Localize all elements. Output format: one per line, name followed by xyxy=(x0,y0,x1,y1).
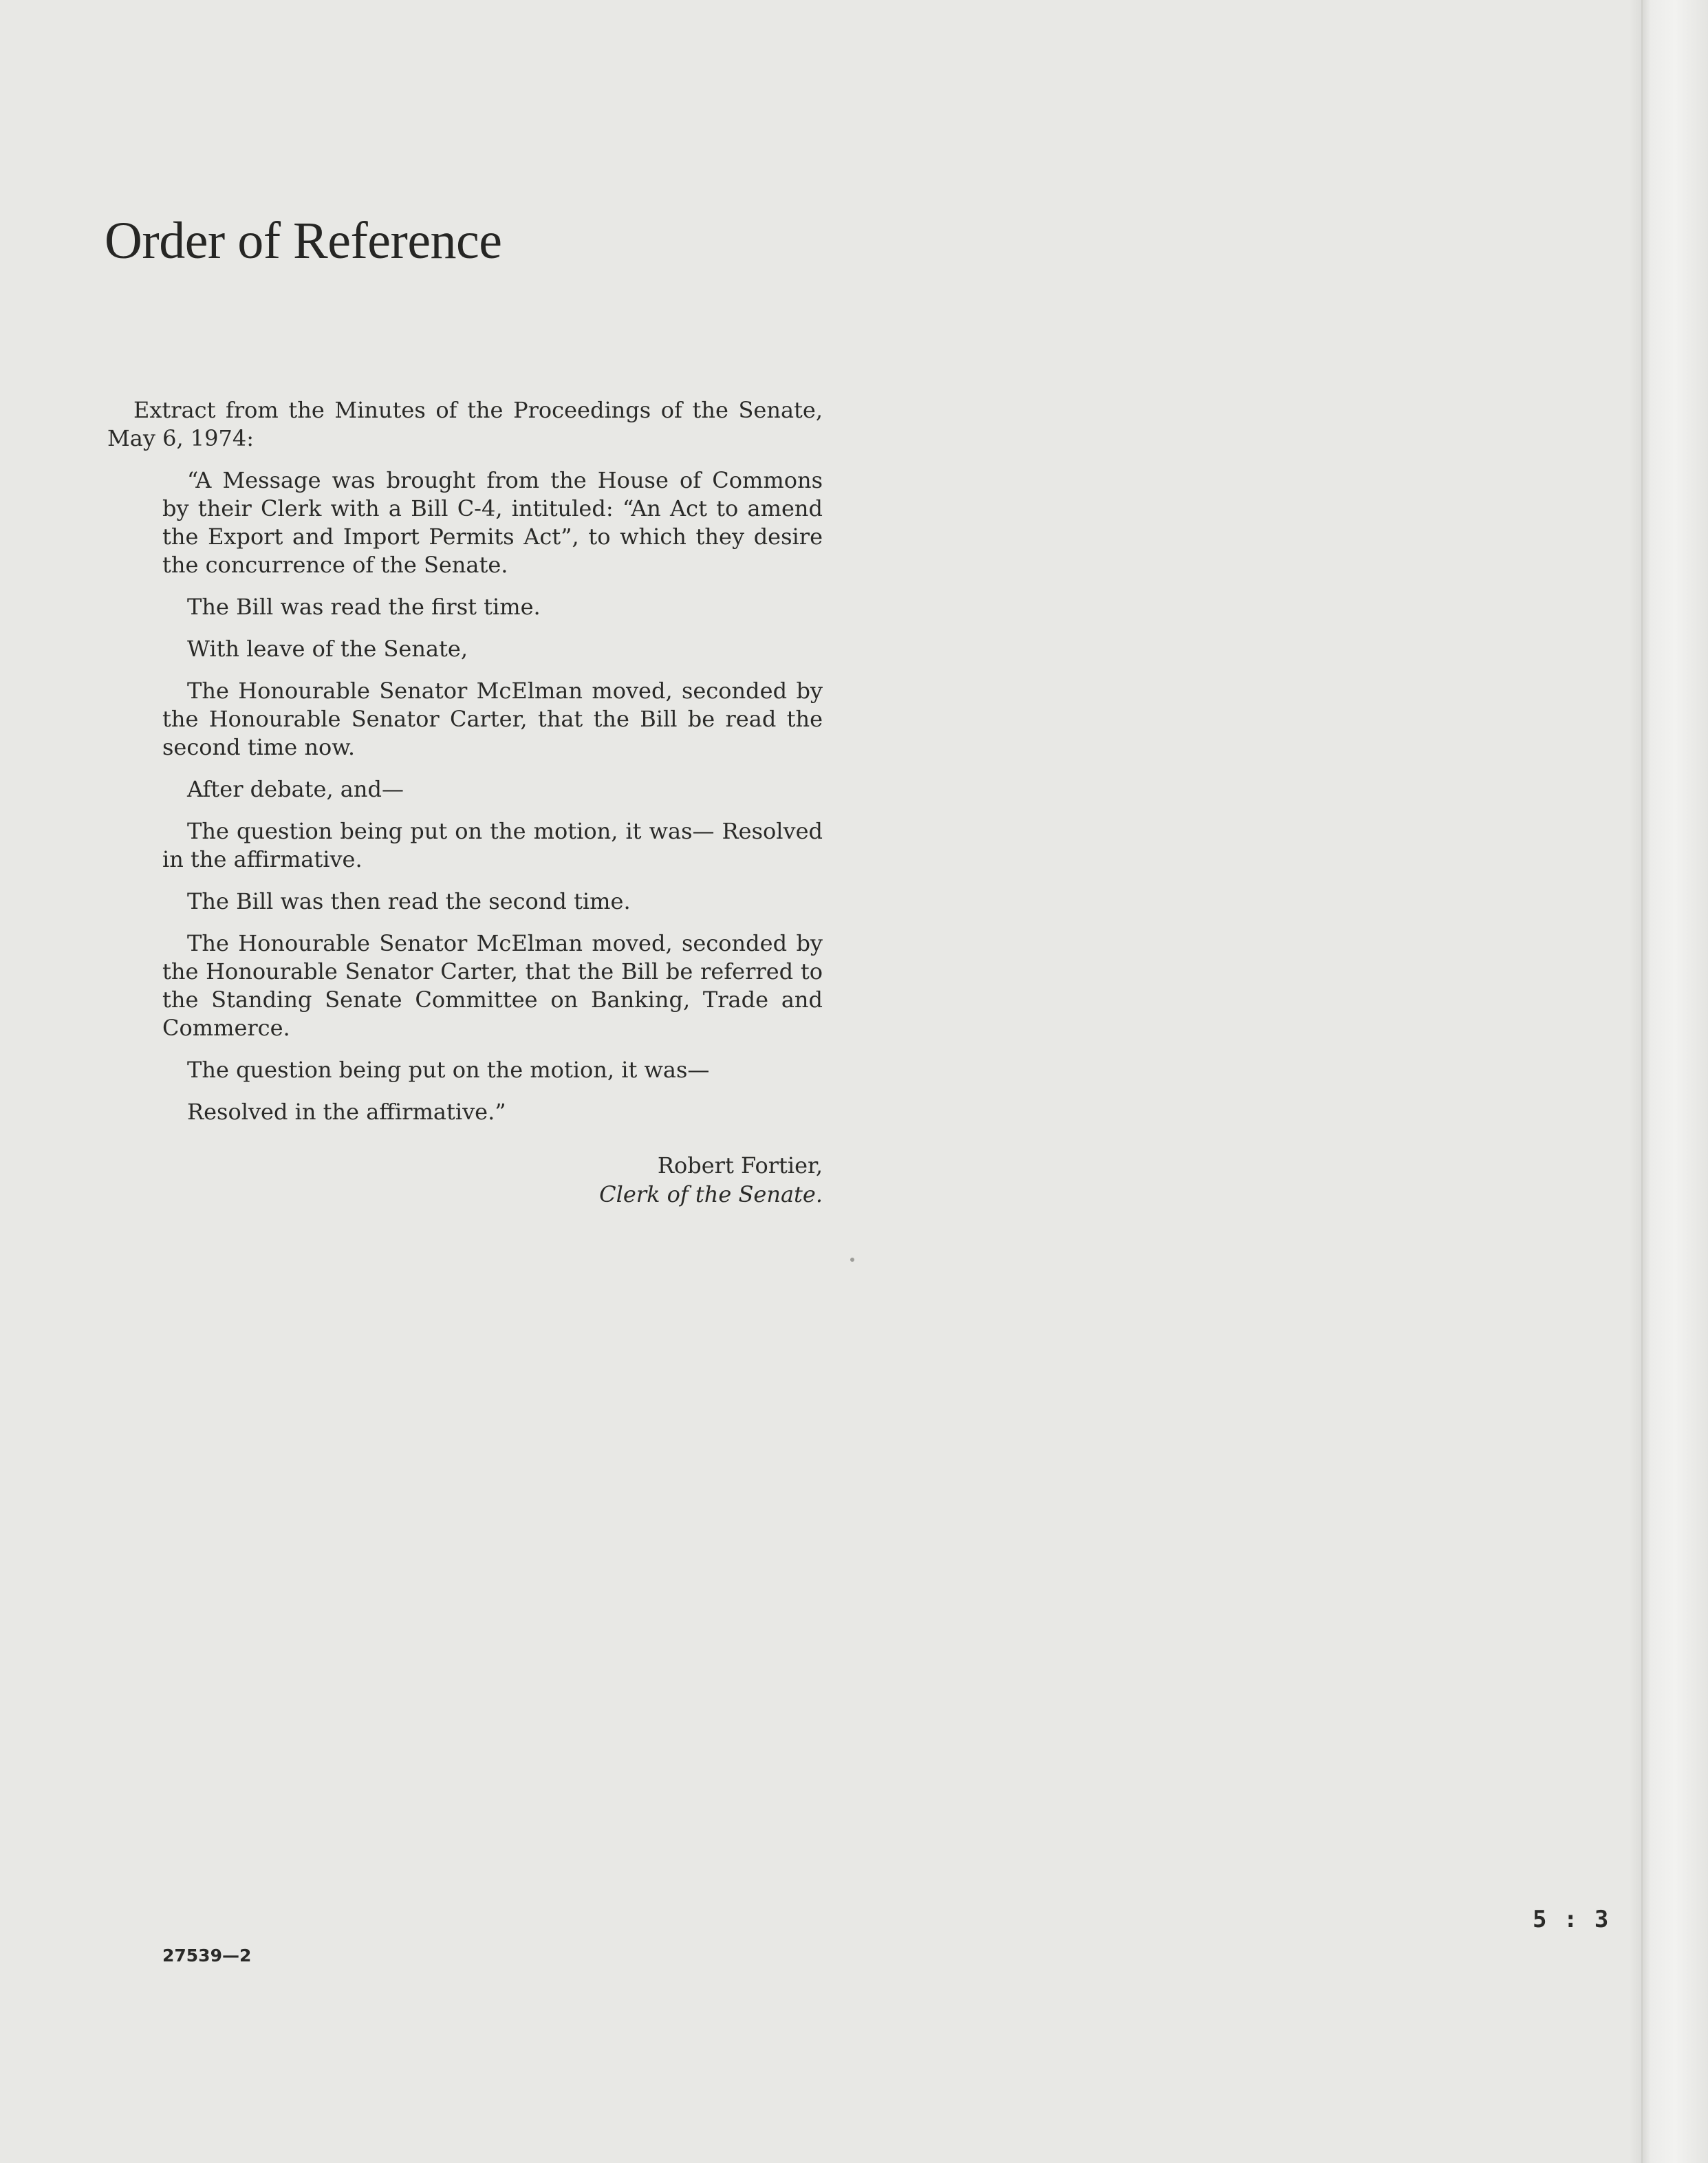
quote-paragraph: The Bill was read the first time. xyxy=(187,594,541,620)
quote-paragraph: The question being put on the motion, it was— xyxy=(187,1057,710,1083)
quote-paragraph: Resolved in the affirmative.” xyxy=(187,1099,506,1125)
signatory-title: Clerk of the Senate. xyxy=(599,1181,823,1207)
intro-paragraph: Extract from the Minutes of the Proceedings of the Senate, May 6, 1974: xyxy=(107,397,823,451)
page-title: Order of Reference xyxy=(105,212,502,270)
quote-paragraph: With leave of the Senate, xyxy=(187,636,468,662)
document-body xyxy=(107,396,823,1209)
quote-paragraph: “A Message was brought from the House of Commons by their Clerk with a Bill C-4, intituled: “An Act to amend the Export and Import Permits Act”, to which they desire the concurrence of the Senate. xyxy=(162,467,823,578)
quote-paragraph: After debate, and— xyxy=(187,776,404,802)
quote-paragraph: The Honourable Senator McElman moved, seconded by the Honourable Senator Carter, that the Bill be referred to the Standing Senate Committee on Banking, Trade and Commerce. xyxy=(162,930,823,1041)
print-code: 27539—2 xyxy=(162,1946,252,1966)
quoted-minutes xyxy=(162,466,823,1126)
page-gutter-shadow xyxy=(1629,0,1643,2163)
signatory-name: Robert Fortier, xyxy=(657,1152,823,1179)
quote-paragraph: The question being put on the motion, it was— Resolved in the affirmative. xyxy=(162,818,823,872)
ink-speck xyxy=(850,1258,854,1262)
page-edge xyxy=(1641,0,1708,2163)
quote-paragraph: The Honourable Senator McElman moved, seconded by the Honourable Senator Carter, that the Bill be read the second time now. xyxy=(162,678,823,760)
quote-paragraph: The Bill was then read the second time. xyxy=(187,888,631,914)
page-number: 5 : 3 xyxy=(1533,1906,1610,1933)
signature-block xyxy=(107,1151,823,1209)
